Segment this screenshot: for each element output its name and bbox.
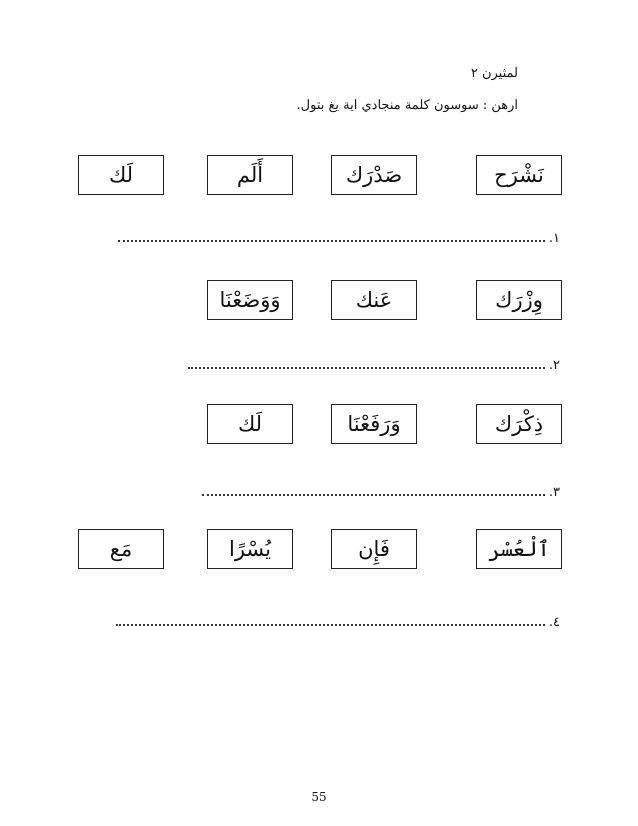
word-box: لَك — [78, 155, 164, 195]
word-box: صَدْرَك — [331, 155, 417, 195]
word-box: عَنك — [331, 280, 417, 320]
page-number: 55 — [311, 790, 327, 804]
answer-number: ٣. — [548, 484, 560, 500]
word-box: يُسْرًا — [207, 529, 293, 569]
answer-line[interactable] — [116, 613, 560, 631]
word-box: مَع — [78, 529, 164, 569]
dotted-line — [116, 624, 545, 626]
word-box: أَلَم — [207, 155, 293, 195]
answer-line[interactable] — [202, 483, 560, 501]
answer-number: ١. — [548, 230, 560, 246]
word-box: وَرَفَعْنَا — [331, 404, 417, 444]
instruction-text: ارهن : سوسون كلمة منجادي اية يغ بتول. — [296, 98, 518, 113]
dotted-line — [202, 494, 545, 496]
word-box: لَك — [207, 404, 293, 444]
answer-number: ٢. — [548, 357, 560, 373]
word-box: ٱلْعُسْر — [476, 529, 562, 569]
dotted-line — [118, 240, 545, 242]
word-box: فَإِن — [331, 529, 417, 569]
dotted-line — [188, 367, 545, 369]
answer-number: ٤. — [548, 614, 560, 630]
exercise-title: لمثيرن ٢ — [470, 66, 518, 81]
word-box: ذِكْرَك — [476, 404, 562, 444]
word-box: وِزْرَك — [476, 280, 562, 320]
word-box: وَوَضَعْنَا — [207, 280, 293, 320]
word-box: نَشْرَح — [476, 155, 562, 195]
answer-line[interactable] — [188, 356, 560, 374]
answer-line[interactable] — [118, 229, 560, 247]
